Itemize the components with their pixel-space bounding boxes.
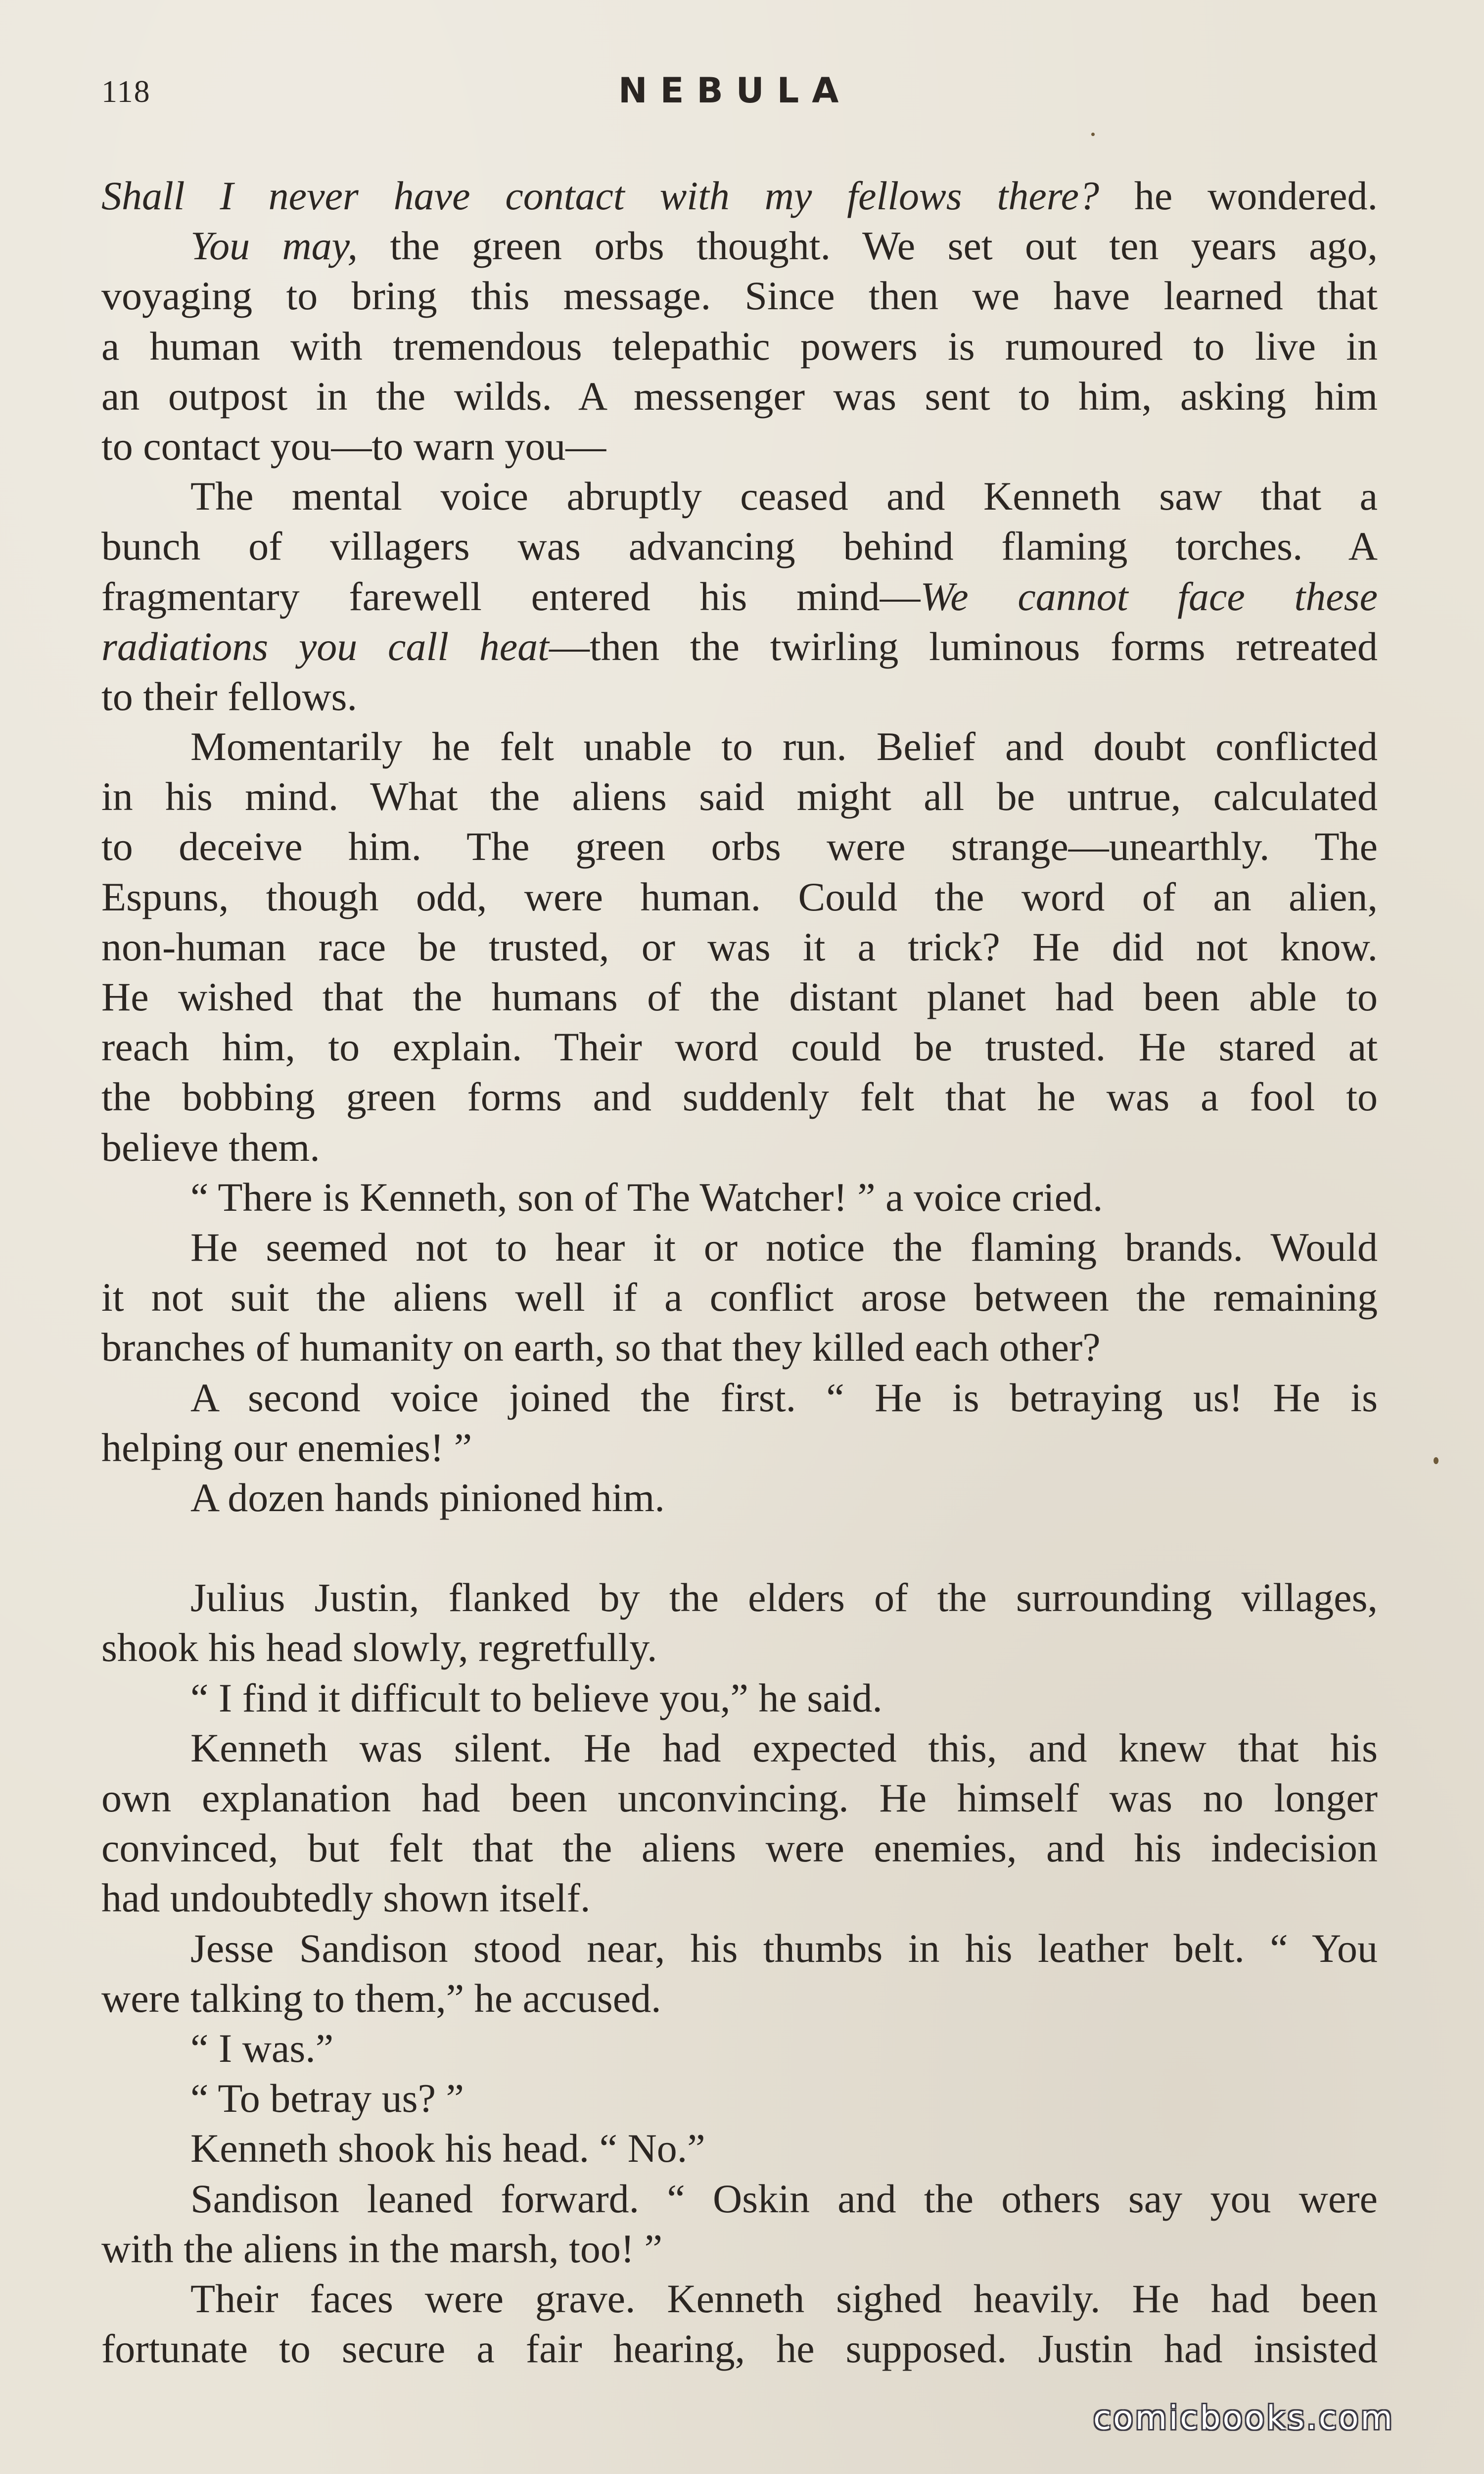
- text-run: Julius Justin, flanked by the elders of the surrounding villages,: [190, 1575, 1378, 1620]
- text-line: [101, 972, 1378, 1022]
- text-line: [101, 2023, 1378, 2073]
- text-run: Espuns, though odd, were human. Could the word of an alien,: [101, 874, 1378, 919]
- text-line: [101, 171, 1378, 221]
- text-line: [101, 771, 1378, 821]
- text-run: the bobbing green forms and suddenly felt that he was a fool to: [101, 1074, 1378, 1120]
- italic-text: radiations you call heat: [101, 623, 549, 669]
- text-run: Momentarily he felt unable to run. Belief and doubt conflicted: [190, 724, 1378, 769]
- text-run: A dozen hands pinioned him.: [190, 1475, 665, 1520]
- italic-text: You may,: [190, 223, 358, 269]
- text-run: non-human race be trusted, or was it a trick? He did not know.: [101, 924, 1378, 969]
- text-line: [101, 521, 1378, 571]
- text-run: The mental voice abruptly ceased and Kenneth saw that a: [190, 474, 1378, 519]
- text-run: Sandison leaned forward. “ Oskin and the others say you were: [190, 2176, 1378, 2221]
- text-line: [101, 1373, 1378, 1423]
- text-run: Jesse Sandison stood near, his thumbs in his leather belt. “ You: [190, 1925, 1378, 1971]
- text-run: “ I find it difficult to believe you,” he said.: [190, 1675, 882, 1720]
- running-head: NEBULA: [618, 70, 852, 111]
- text-run: A second voice joined the first. “ He is betraying us! He is: [190, 1375, 1378, 1420]
- text-run: Kenneth was silent. He had expected this, and knew that his: [190, 1725, 1378, 1770]
- text-line: [101, 1122, 1378, 1172]
- text-run: branches of humanity on earth, so that they killed each other?: [101, 1325, 1101, 1370]
- text-run: “ I was.”: [190, 2025, 334, 2071]
- text-run: believe them.: [101, 1124, 320, 1170]
- text-run: “ To betray us? ”: [190, 2076, 464, 2121]
- text-run: fragmentary farewell entered his mind—: [101, 573, 921, 619]
- text-line: [101, 621, 1378, 671]
- text-line: [101, 421, 1378, 471]
- text-line: [101, 1823, 1378, 1873]
- text-run: an outpost in the wilds. A messenger was sent to him, asking him: [101, 373, 1378, 419]
- text-line: [101, 1222, 1378, 1272]
- text-run: fortunate to secure a fair hearing, he supposed. Justin had insisted: [101, 2326, 1378, 2372]
- body-text: [101, 171, 1378, 2374]
- text-line: [101, 1322, 1378, 1372]
- text-line: [101, 2123, 1378, 2173]
- text-run: a human with tremendous telepathic powers is rumoured to live in: [101, 323, 1378, 369]
- text-line: [101, 872, 1378, 922]
- text-run: He seemed not to hear it or notice the flaming brands. Would: [190, 1224, 1378, 1270]
- text-line: [101, 1923, 1378, 1973]
- text-run: convinced, but felt that the aliens were enemies, and his indecision: [101, 1825, 1378, 1871]
- text-run: reach him, to explain. Their word could be trusted. He stared at: [101, 1024, 1378, 1070]
- text-line: [101, 571, 1378, 621]
- text-line: [101, 1473, 1378, 1522]
- text-line: [101, 321, 1378, 371]
- watermark: comicbooks.com: [1093, 2399, 1394, 2437]
- italic-text: We cannot face these: [920, 573, 1378, 619]
- text-line: [101, 1773, 1378, 1823]
- text-run: voyaging to bring this message. Since then we have learned that: [101, 273, 1378, 319]
- italic-text: Shall I never have contact with my fellows there?: [101, 173, 1099, 218]
- text-run: in his mind. What the aliens said might all be untrue, calculated: [101, 774, 1378, 819]
- page-number: 118: [101, 74, 151, 109]
- text-line: [101, 671, 1378, 721]
- text-line: [101, 922, 1378, 972]
- ink-speck: [1091, 133, 1095, 136]
- text-line: [101, 1072, 1378, 1122]
- text-line: [101, 371, 1378, 421]
- text-line: [101, 1673, 1378, 1723]
- text-line: [101, 2174, 1378, 2224]
- text-line: [101, 1172, 1378, 1222]
- text-run: it not suit the aliens well if a conflict arose between the remaining: [101, 1275, 1378, 1320]
- text-line: [101, 471, 1378, 521]
- text-run: shook his head slowly, regretfully.: [101, 1625, 657, 1670]
- text-line: [101, 1272, 1378, 1322]
- text-line: [101, 2324, 1378, 2374]
- text-line: [101, 2224, 1378, 2274]
- text-run: to contact you—to warn you—: [101, 423, 606, 469]
- text-line: [101, 221, 1378, 271]
- text-line: [101, 1022, 1378, 1072]
- text-run: Kenneth shook his head. “ No.”: [190, 2126, 705, 2171]
- text-line: [101, 1873, 1378, 1923]
- text-line: [101, 2073, 1378, 2123]
- ink-speck: [1434, 1457, 1438, 1464]
- text-line: [101, 1723, 1378, 1773]
- text-run: he wondered.: [1099, 173, 1378, 218]
- text-line: [101, 2274, 1378, 2324]
- text-run: own explanation had been unconvincing. He himself was no longer: [101, 1775, 1378, 1820]
- text-line: [101, 1622, 1378, 1672]
- text-line: [101, 1572, 1378, 1622]
- text-run: had undoubtedly shown itself.: [101, 1875, 591, 1921]
- text-run: Their faces were grave. Kenneth sighed heavily. He had been: [190, 2276, 1378, 2321]
- text-run: “ There is Kenneth, son of The Watcher! ” a voice cried.: [190, 1174, 1103, 1220]
- text-line: [101, 1973, 1378, 2023]
- text-line: [101, 1423, 1378, 1473]
- text-line: [101, 271, 1378, 321]
- text-run: to their fellows.: [101, 673, 357, 719]
- text-run: with the aliens in the marsh, too! ”: [101, 2226, 663, 2271]
- text-line: [101, 721, 1378, 771]
- section-break: [101, 1522, 1378, 1572]
- text-line: [101, 821, 1378, 871]
- text-run: helping our enemies! ”: [101, 1425, 472, 1470]
- text-run: were talking to them,” he accused.: [101, 1975, 661, 2021]
- text-run: He wished that the humans of the distant planet had been able to: [101, 974, 1378, 1019]
- text-run: —then the twirling luminous forms retreated: [549, 623, 1378, 669]
- text-run: the green orbs thought. We set out ten years ago,: [358, 223, 1378, 269]
- text-run: to deceive him. The green orbs were strange—unearthly. The: [101, 824, 1378, 869]
- text-run: bunch of villagers was advancing behind flaming torches. A: [101, 523, 1378, 569]
